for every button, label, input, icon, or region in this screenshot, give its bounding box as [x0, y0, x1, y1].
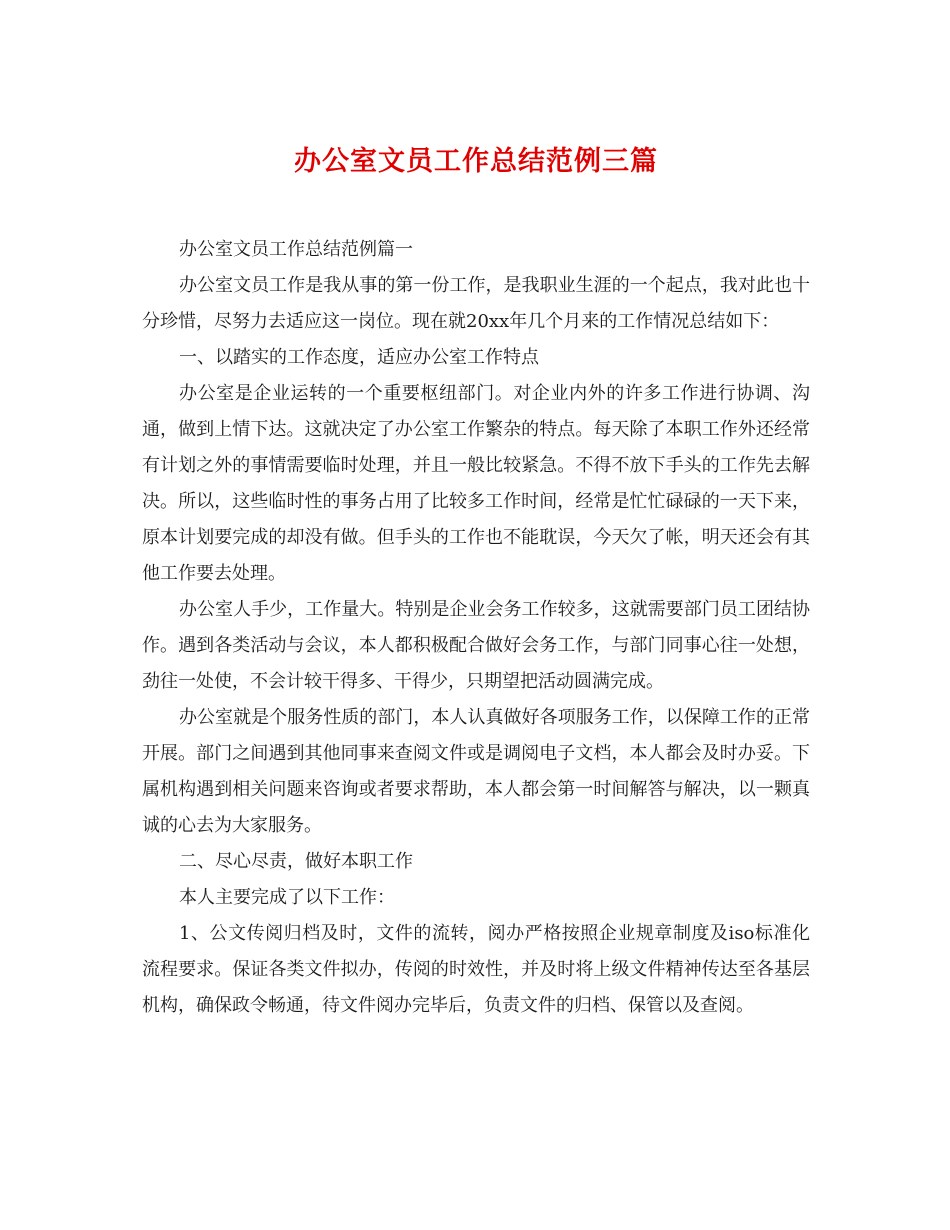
paragraph-intro: 办公室文员工作是我从事的第一份工作，是我职业生涯的一个起点，我对此也十分珍惜，尽努力去适应这一岗位。现在就20xx年几个月来的工作情况总结如下： — [142, 275, 810, 332]
paragraph-item-1: 1、公文传阅归档及时，文件的流转，阅办严格按照企业规章制度及iso标准化流程要求。保证各类文件拟办，传阅的时效性，并及时将上级文件精神传达至各基层机构，确保政令畅通，待文件阅办完毕后，负责文件的归档、保管以及查阅。 — [142, 923, 810, 1016]
paragraph-teamwork: 办公室人手少，工作量大。特别是企业会务工作较多，这就需要部门员工团结协作。遇到各类活动与会议，本人都积极配合做好会务工作，与部门同事心往一处想，劲往一处使，不会计较干得多、干得少，只期望把活动圆满完成。 — [142, 599, 810, 692]
paragraph-section-heading: 办公室文员工作总结范例篇一 — [179, 239, 413, 260]
paragraph-work-intro: 本人主要完成了以下工作： — [179, 887, 395, 908]
paragraph-heading-2: 二、尽心尽责，做好本职工作 — [179, 851, 413, 872]
paragraph-service: 办公室就是个服务性质的部门，本人认真做好各项服务工作，以保障工作的正常开展。部门之间遇到其他同事来查阅文件或是调阅电子文档，本人都会及时办妥。下属机构遇到相关问题来咨询或者要求帮助，本人都会第一时间解答与解决，以一颗真诚的心去为大家服务。 — [142, 707, 810, 836]
paragraph-heading-1: 一、以踏实的工作态度，适应办公室工作特点 — [179, 347, 539, 368]
paragraph-office-role: 办公室是企业运转的一个重要枢纽部门。对企业内外的许多工作进行协调、沟通，做到上情下达。这就决定了办公室工作繁杂的特点。每天除了本职工作外还经常有计划之外的事情需要临时处理，并且一般比较紧急。不得不放下手头的工作先去解决。所以，这些临时性的事务占用了比较多工作时间，经常是忙忙碌碌的一天下来，原本计划要完成的却没有做。但手头的工作也不能耽误，今天欠了帐，明天还会有其他工作要去处理。 — [142, 383, 810, 584]
document-title: 办公室文员工作总结范例三篇 — [294, 146, 658, 177]
